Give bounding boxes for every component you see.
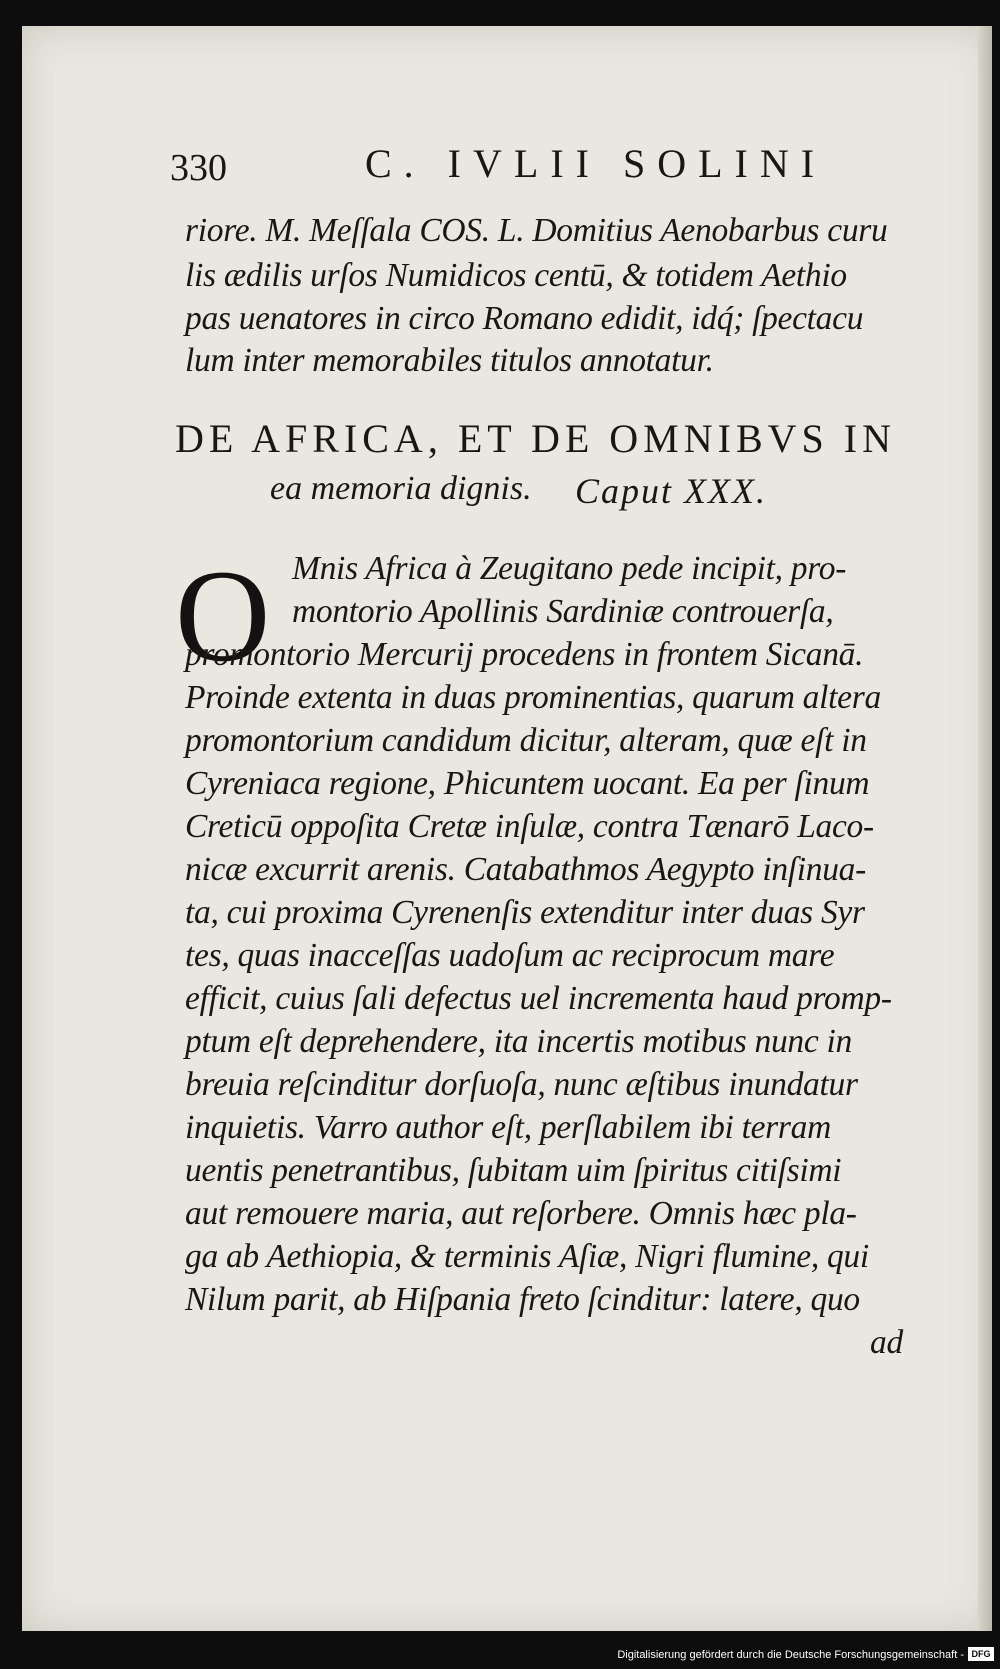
text-line: aut remouere maria, aut reſorbere. Omnis hæc pla- [185, 1195, 857, 1232]
text-line: promontorium candidum dicitur, alteram, quæ eſt in [185, 722, 867, 759]
text-line: Proinde extenta in duas prominentias, quarum altera [185, 679, 881, 716]
text-line: Mnis Africa à Zeugitano pede incipit, pro- [292, 550, 847, 587]
text-line: montorio Apollinis Sardiniæ controuerſa, [292, 593, 834, 630]
text-line: promontorio Mercurij procedens in frontem Sicanā. [185, 636, 864, 673]
text-line: breuia reſcinditur dorſuoſa, nunc æſtibus inundatur [185, 1066, 858, 1103]
text-line: ta, cui proxima Cyrenenſis extenditur inter duas Syr [185, 894, 865, 931]
chapter-number: Caput XXX. [575, 471, 767, 511]
digitization-credit: Digitalisierung gefördert durch die Deutsche Forschungsgemeinschaft - [617, 1649, 964, 1661]
text-line: ga ab Aethiopia, & terminis Aſiæ, Nigri flumine, qui [185, 1238, 869, 1275]
drop-cap-initial: O [175, 542, 271, 689]
page-edge [978, 26, 992, 1631]
text-line: Cyreniaca regione, Phicuntem uocant. Ea per ſinum [185, 765, 870, 802]
text-line: efficit, cuius ſali defectus uel incrementa haud promp- [185, 980, 892, 1017]
chapter-subheading: ea memoria dignis. [270, 470, 532, 507]
dfg-logo-icon: DFG [968, 1647, 994, 1661]
text-line: lis ædilis urſos Numidicos centū, & totidem Aethio [185, 257, 847, 294]
text-line: inquietis. Varro author eſt, perſlabilem ibi terram [185, 1109, 831, 1146]
text-line: lum inter memorabiles titulos annotatur. [185, 342, 714, 379]
text-line: uentis penetrantibus, ſubitam uim ſpiritus citiſsimi [185, 1152, 842, 1189]
text-line: riore. M. Meſſala COS. L. Domitius Aenobarbus curu [185, 212, 888, 249]
text-line: Creticū oppoſita Cretæ inſulæ, contra Tænarō Laco- [185, 808, 874, 845]
page-number: 330 [170, 147, 227, 189]
catchword: ad [870, 1324, 903, 1361]
chapter-heading: DE AFRICA, ET DE OMNIBVS IN [175, 416, 896, 461]
text-line: tes, quas inacceſſas uadoſum ac reciprocum mare [185, 937, 835, 974]
text-line: Nilum parit, ab Hiſpania freto ſcinditur: latere, quo [185, 1281, 860, 1318]
text-line: pas uenatores in circo Romano edidit, idq́; ſpectacu [185, 300, 864, 337]
text-line: ptum eſt deprehendere, ita incertis motibus nunc in [185, 1023, 852, 1060]
text-line: nicæ excurrit arenis. Catabathmos Aegypto inſinua- [185, 851, 866, 888]
running-title: C. IVLII SOLINI [365, 141, 827, 186]
